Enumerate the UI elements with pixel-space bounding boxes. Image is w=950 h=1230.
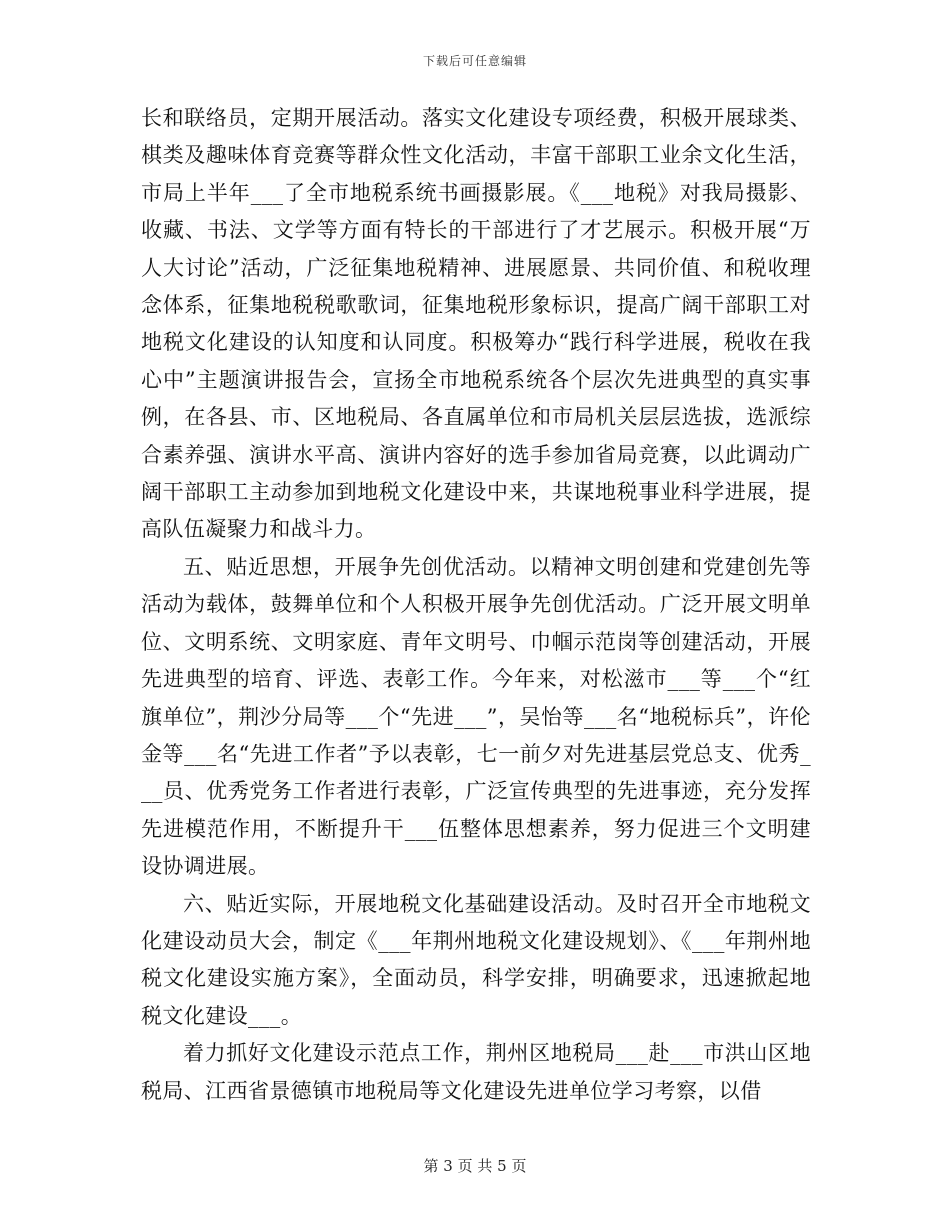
paragraph-section-5: 五、贴近思想，开展争先创优活动。以精神文明创建和党建创先等活动为载体，鼓舞单位和个人积极开展争先创优活动。广泛开展文明单位、文明系统、文明家庭、青年文明号、巾帼示范岗等创建活动，开展先进典型的培育、评选、表彰工作。今年来，对松滋市___等___个“红旗单位”，荆沙分局等___个“先进___”，吴怡等___名“地税标兵”，许伦金等___名“先进工作者”予以表彰，七一前夕对先进基层党总支、优秀___员、优秀党务工作者进行表彰，广泛宣传典型的先进事迹，充分发挥先进模范作用，不断提升干___伍整体思想素养，努力促进三个文明建设协调进展。	[141, 554, 811, 879]
page-footer: 第 3 页 共 5 页	[423, 1157, 527, 1175]
paragraph-continued: 长和联络员，定期开展活动。落实文化建设专项经费，积极开展球类、棋类及趣味体育竞赛等群众性文化活动，丰富干部职工业余文化生活，市局上半年___了全市地税系统书画摄影展。《___地税》对我局摄影、收藏、书法、文学等方面有特长的干部进行了才艺展示。积极开展“万人大讨论”活动，广泛征集地税精神、进展愿景、共同价值、和税收理念体系，征集地税税歌歌词，征集地税形象标识，提高广阔干部职工对地税文化建设的认知度和认同度。积极筹办“践行科学进展，税收在我心中”主题演讲报告会，宣扬全市地税系统各个层次先进典型的真实事例，在各县、市、区地税局、各直属单位和市局机关层层选拔，选派综合素养强、演讲水平高、演讲内容好的选手参加省局竞赛，以此调动广阔干部职工主动参加到地税文化建设中来，共谋地税事业科学进展，提高队伍凝聚力和战斗力。	[141, 106, 811, 542]
document-body	[141, 100, 811, 1110]
paragraph-demonstration: 着力抓好文化建设示范点工作，荆州区地税局___赴___市洪山区地税局、江西省景德镇市地税局等文化建设先进单位学习考察，以借	[141, 1041, 811, 1103]
paragraph-section-6: 六、贴近实际，开展地税文化基础建设活动。及时召开全市地税文化建设动员大会，制定《___年荆州地税文化建设规划》、《___年荆州地税文化建设实施方案》，全面动员，科学安排，明确要求，迅速掀起地税文化建设___。	[141, 891, 811, 1028]
page-header: 下载后可任意编辑	[422, 54, 527, 68]
